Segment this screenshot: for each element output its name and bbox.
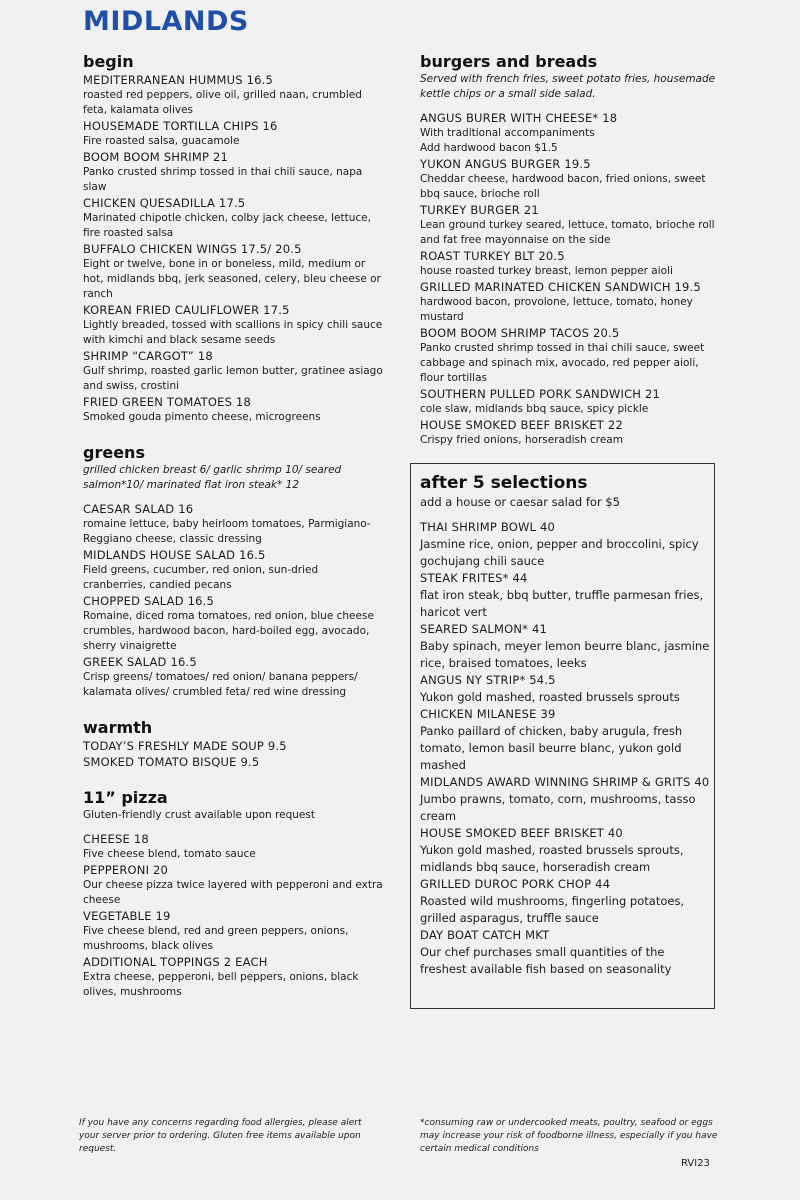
menu-item-name: BOOM BOOM SHRIMP 21 xyxy=(83,150,229,164)
menu-item xyxy=(83,302,383,348)
menu-item xyxy=(420,202,720,248)
menu-item-description: Eight or twelve, bone in or boneless, mild, medium or hot, midlands bbq, jerk seasoned, celery, bleu cheese or ranch xyxy=(83,258,381,300)
menu-item-name: MEDITERRANEAN HUMMUS 16.5 xyxy=(83,73,273,87)
menu-item-description: Crisp greens/ tomatoes/ red onion/ banana peppers/ kalamata olives/ crumbled feta/ red wine dressing xyxy=(83,671,358,698)
menu-item-description: hardwood bacon, provolone, lettuce, tomato, honey mustard xyxy=(420,296,693,323)
menu-item-name: DAY BOAT CATCH MKT xyxy=(420,928,550,942)
menu-item-description: Yukon gold mashed, roasted brussels sprouts xyxy=(420,690,680,704)
menu-item xyxy=(420,519,714,570)
menu-item xyxy=(420,386,720,417)
menu-item-description: Five cheese blend, red and green peppers, onions, mushrooms, black olives xyxy=(83,925,349,952)
menu-title: MIDLANDS xyxy=(83,6,249,37)
menu-item-name: CHEESE 18 xyxy=(83,832,149,846)
menu-item-description: Our chef purchases small quantities of the freshest available fish based on seasonality xyxy=(420,945,672,976)
menu-item-description: flat iron steak, bbq butter, truffle parmesan fries, haricot vert xyxy=(420,588,704,619)
menu-item xyxy=(420,248,720,279)
menu-item xyxy=(83,954,383,1000)
menu-item xyxy=(83,195,383,241)
menu-item-name: THAI SHRIMP BOWL 40 xyxy=(420,520,556,534)
menu-item-description: Roasted wild mushrooms, fingerling potatoes, grilled asparagus, truffle sauce xyxy=(420,894,685,925)
menu-item-name: SOUTHERN PULLED PORK SANDWICH 21 xyxy=(420,387,661,401)
menu-item-description: Cheddar cheese, hardwood bacon, fried onions, sweet bbq sauce, brioche roll xyxy=(420,173,706,200)
menu-item xyxy=(83,394,383,425)
menu-item-description: Panko paillard of chicken, baby arugula, fresh tomato, lemon basil beurre blanc, yukon gold mashed xyxy=(420,724,683,772)
section-heading: 11” pizza xyxy=(83,788,168,807)
menu-item-description: Five cheese blend, tomato sauce xyxy=(83,848,256,860)
item-list xyxy=(83,831,383,1000)
menu-item xyxy=(420,110,720,156)
menu-item-name: KOREAN FRIED CAULIFLOWER 17.5 xyxy=(83,303,290,317)
menu-item-description: Yukon gold mashed, roasted brussels sprouts, midlands bbq sauce, horseradish cream xyxy=(420,843,684,874)
section-pizza xyxy=(83,788,383,1000)
menu-item xyxy=(83,241,383,302)
menu-item xyxy=(420,621,714,672)
menu-item-description: Smoked gouda pimento cheese, microgreens xyxy=(83,411,321,423)
menu-item-description: Fire roasted salsa, guacamole xyxy=(83,135,240,147)
menu-item xyxy=(420,417,720,448)
menu-item-description: Lightly breaded, tossed with scallions in spicy chili sauce with kimchi and black sesame seeds xyxy=(83,319,383,346)
section-heading: after 5 selections xyxy=(420,473,588,493)
menu-item-name: ADDITIONAL TOPPINGS 2 EACH xyxy=(83,955,268,969)
section-greens xyxy=(83,443,383,700)
section-burgers xyxy=(420,52,720,448)
menu-item xyxy=(420,927,714,978)
menu-item xyxy=(420,672,714,706)
section-heading: warmth xyxy=(83,718,153,737)
menu-item-name: CHICKEN MILANESE 39 xyxy=(420,707,556,721)
menu-item-name: FRIED GREEN TOMATOES 18 xyxy=(83,395,251,409)
section-begin xyxy=(83,52,383,425)
raw-food-warning: *consuming raw or undercooked meats, poultry, seafood or eggs may increase your risk of foodborne illness, especially if you have certain medical conditions xyxy=(420,1118,718,1154)
menu-item-name: HOUSE SMOKED BEEF BRISKET 40 xyxy=(420,826,623,840)
menu-item-name: SEARED SALMON* 41 xyxy=(420,622,548,636)
menu-item-name: HOUSE SMOKED BEEF BRISKET 22 xyxy=(420,418,623,432)
left-column xyxy=(83,52,383,1000)
menu-item-description: cole slaw, midlands bbq sauce, spicy pickle xyxy=(420,403,649,415)
menu-item xyxy=(83,72,383,118)
menu-item-name: GREEK SALAD 16.5 xyxy=(83,655,197,669)
menu-item-name: CHICKEN QUESADILLA 17.5 xyxy=(83,196,246,210)
menu-item-name: MIDLANDS HOUSE SALAD 16.5 xyxy=(83,548,266,562)
menu-item-name: SHRIMP “CARGOT” 18 xyxy=(83,349,213,363)
right-column xyxy=(420,52,720,448)
menu-item-name: STEAK FRITES* 44 xyxy=(420,571,528,585)
menu-item xyxy=(83,593,383,654)
menu-item-name: YUKON ANGUS BURGER 19.5 xyxy=(420,157,591,171)
menu-item xyxy=(83,547,383,593)
menu-item-name: VEGETABLE 19 xyxy=(83,909,171,923)
item-list xyxy=(83,501,383,700)
menu-item xyxy=(83,738,383,754)
section-heading: begin xyxy=(83,52,134,71)
after5-box xyxy=(410,463,715,1009)
menu-item-name: TODAY’S FRESHLY MADE SOUP 9.5 xyxy=(83,739,287,753)
menu-item-name: ANGUS NY STRIP* 54.5 xyxy=(420,673,556,687)
menu-item xyxy=(83,348,383,394)
menu-item-name: GRILLED DUROC PORK CHOP 44 xyxy=(420,877,611,891)
menu-item-name: BOOM BOOM SHRIMP TACOS 20.5 xyxy=(420,326,620,340)
menu-item xyxy=(83,118,383,149)
menu-code: RVI23 xyxy=(681,1158,710,1169)
menu-item xyxy=(420,325,720,386)
menu-item xyxy=(420,825,714,876)
menu-item-description: Baby spinach, meyer lemon beurre blanc, jasmine rice, braised tomatoes, leeks xyxy=(420,639,710,670)
menu-item-name: BUFFALO CHICKEN WINGS 17.5/ 20.5 xyxy=(83,242,302,256)
allergy-notice: If you have any concerns regarding food allergies, please alert your server prior to ordering. Gluten free items available upon request. xyxy=(79,1118,362,1154)
menu-item-description: Panko crusted shrimp tossed in thai chili sauce, napa slaw xyxy=(83,166,363,193)
section-warmth xyxy=(83,718,383,770)
item-list xyxy=(83,738,383,770)
menu-item xyxy=(83,754,383,770)
section-note: grilled chicken breast 6/ garlic shrimp 10/ seared salmon*10/ marinated flat iron steak* 12 xyxy=(83,464,342,491)
menu-item xyxy=(420,279,720,325)
menu-item xyxy=(420,570,714,621)
menu-item xyxy=(83,654,383,700)
menu-item-description: roasted red peppers, olive oil, grilled naan, crumbled feta, kalamata olives xyxy=(83,89,362,116)
menu-item-name: GRILLED MARINATED CHICKEN SANDWICH 19.5 xyxy=(420,280,701,294)
menu-item-description: Gulf shrimp, roasted garlic lemon butter, gratinee asiago and swiss, crostini xyxy=(83,365,383,392)
section-heading: greens xyxy=(83,443,145,462)
menu-item xyxy=(83,501,383,547)
item-list xyxy=(83,72,383,425)
menu-item-description: Jasmine rice, onion, pepper and broccolini, spicy gochujang chili sauce xyxy=(420,537,699,568)
menu-item-name: PEPPERONI 20 xyxy=(83,863,169,877)
menu-item-description: Romaine, diced roma tomatoes, red onion, blue cheese crumbles, hardwood bacon, hard-boiled egg, avocado, sherry vinaigrette xyxy=(83,610,374,652)
menu-item-description: Panko crusted shrimp tossed in thai chili sauce, sweet cabbage and spinach mix, avocado, red pepper aioli, flour tortillas xyxy=(420,342,705,384)
menu-item-description: Extra cheese, pepperoni, bell peppers, onions, black olives, mushrooms xyxy=(83,971,359,998)
menu-item-name: TURKEY BURGER 21 xyxy=(420,203,539,217)
menu-item-name: SMOKED TOMATO BISQUE 9.5 xyxy=(83,755,260,769)
menu-item-description: Our cheese pizza twice layered with pepperoni and extra cheese xyxy=(83,879,383,906)
section-note: Served with french fries, sweet potato fries, housemade kettle chips or a small side salad. xyxy=(420,73,716,100)
menu-item xyxy=(420,774,714,825)
section-heading: burgers and breads xyxy=(420,52,598,71)
section-note: Gluten-friendly crust available upon request xyxy=(83,809,315,821)
menu-item-description: Lean ground turkey seared, lettuce, tomato, brioche roll and fat free mayonnaise on the side xyxy=(420,219,715,246)
menu-item-description: Marinated chipotle chicken, colby jack cheese, lettuce, fire roasted salsa xyxy=(83,212,371,239)
menu-item xyxy=(83,831,383,862)
menu-item xyxy=(420,156,720,202)
menu-item-name: CHOPPED SALAD 16.5 xyxy=(83,594,215,608)
menu-item xyxy=(420,876,714,927)
menu-item xyxy=(83,149,383,195)
menu-item-name: ANGUS BURER WITH CHEESE* 18 xyxy=(420,111,618,125)
menu-item-name: MIDLANDS AWARD WINNING SHRIMP & GRITS 40 xyxy=(420,775,710,789)
menu-item xyxy=(420,706,714,774)
menu-item-description: Jumbo prawns, tomato, corn, mushrooms, tasso cream xyxy=(420,792,696,823)
menu-item-description: With traditional accompaniments Add hardwood bacon $1.5 xyxy=(420,127,595,154)
menu-item xyxy=(83,908,383,954)
menu-item-description: romaine lettuce, baby heirloom tomatoes, Parmigiano-Reggiano cheese, classic dressing xyxy=(83,518,371,545)
menu-item-name: CAESAR SALAD 16 xyxy=(83,502,194,516)
section-note: add a house or caesar salad for $5 xyxy=(420,495,620,509)
item-list xyxy=(420,519,714,978)
menu-item-name: ROAST TURKEY BLT 20.5 xyxy=(420,249,565,263)
item-list xyxy=(420,110,720,448)
menu-item-description: Field greens, cucumber, red onion, sun-dried cranberries, candied pecans xyxy=(83,564,319,591)
menu-item xyxy=(83,862,383,908)
menu-item-description: house roasted turkey breast, lemon pepper aioli xyxy=(420,265,673,277)
menu-item-name: HOUSEMADE TORTILLA CHIPS 16 xyxy=(83,119,278,133)
menu-item-description: Crispy fried onions, horseradish cream xyxy=(420,434,623,446)
